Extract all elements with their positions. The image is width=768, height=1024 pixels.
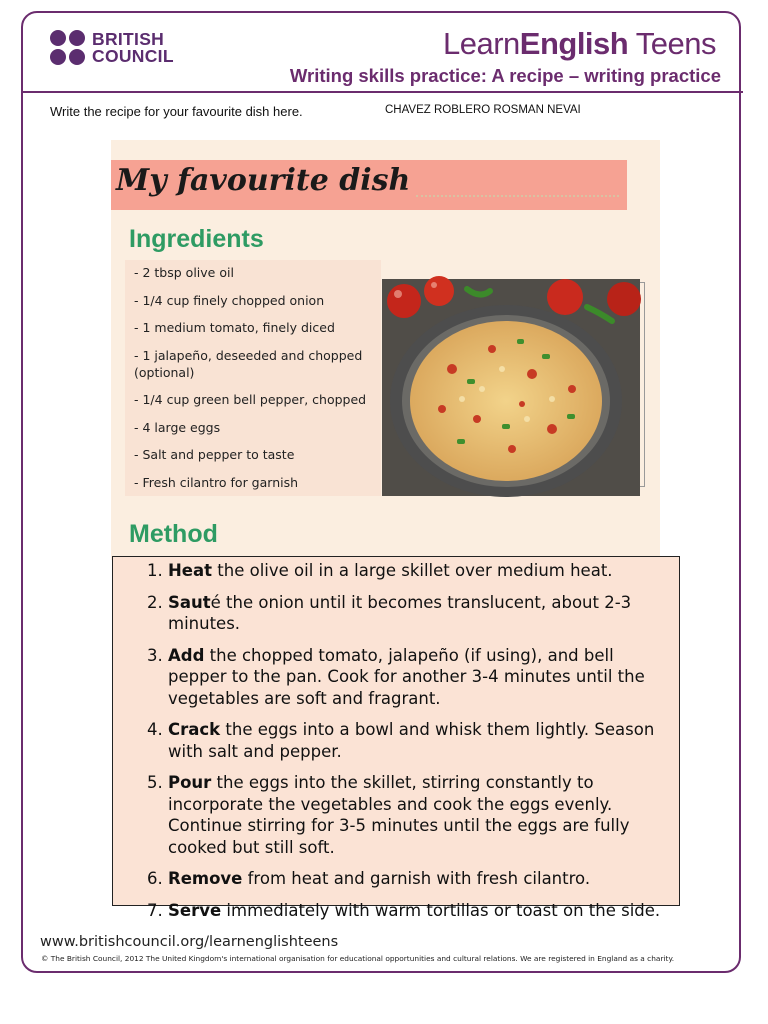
logo-dots-icon <box>50 30 85 65</box>
dish-title: My favourite dish <box>116 163 411 198</box>
photo-frame-edge <box>640 282 645 487</box>
step-verb: Remove <box>168 869 243 888</box>
method-step <box>168 645 679 710</box>
ingredients-list <box>134 264 374 501</box>
site-name-light: Learn <box>442 26 520 61</box>
step-verb: Crack <box>168 720 221 739</box>
ingredient-item: - 4 large eggs <box>134 419 221 435</box>
footer-copyright: © The British Council, 2012 The United Kingdom's international organisation for educational opportunities and cultural relations. We are registered in England as a charity. <box>41 954 675 963</box>
method-step <box>168 900 679 922</box>
method-step <box>168 868 679 890</box>
ingredient-item: - Salt and pepper to taste <box>134 447 295 462</box>
british-council-logo <box>50 30 174 65</box>
author-name: CHAVEZ ROBLERO ROSMAN NEVAI <box>385 104 581 116</box>
method-step <box>168 560 679 582</box>
step-text: the eggs into the skillet, stirring constantly to incorporate the vegetables and cook the eggs evenly. Continue stirring for 3-5 minutes until the eggs are fully cooked but still soft. <box>168 773 630 857</box>
ingredient-item: - Fresh cilantro for garnish <box>134 474 299 490</box>
step-text: the chopped tomato, jalapeño (if using), and bell pepper to the pan. Cook for another 3-4 minutes until the vegetables are soft and fragrant. <box>168 645 645 708</box>
method-step <box>168 719 679 762</box>
step-verb: Serve <box>168 900 222 920</box>
title-dotted-line <box>416 195 619 197</box>
step-text: the olive oil in a large skillet over medium heat. <box>212 561 613 580</box>
method-step <box>168 772 679 858</box>
method-heading: Method <box>129 520 218 548</box>
step-verb: Pour <box>168 773 212 792</box>
footer-url[interactable]: www.britishcouncil.org/learnenglishteens <box>40 934 339 950</box>
ingredient-item: - 1 jalapeño, deseeded and chopped (optional) <box>134 347 363 380</box>
ingredient-item: - 2 tbsp olive oil <box>134 265 234 280</box>
step-verb: Heat <box>168 561 213 580</box>
method-steps <box>113 560 679 921</box>
ingredients-heading: Ingredients <box>129 225 264 253</box>
step-text: immediately with warm tortillas or toast on the side. <box>221 900 661 920</box>
brand-line-1: BRITISH <box>92 28 165 49</box>
dish-photo <box>382 279 640 496</box>
step-text: é the onion until it becomes translucent, about 2-3 minutes. <box>168 592 632 633</box>
step-verb: Saut <box>168 592 211 612</box>
step-text: the eggs into a bowl and whisk them lightly. Season with salt and pepper. <box>168 720 655 761</box>
method-textbox[interactable] <box>112 556 680 920</box>
ingredient-item: - 1/4 cup finely chopped onion <box>134 292 325 308</box>
step-text: from heat and garnish with fresh cilantro. <box>242 869 591 888</box>
site-name-tail: Teens <box>628 26 716 61</box>
instruction-text: Write the recipe for your favourite dish here. <box>50 104 303 119</box>
ingredient-item: - 1 medium tomato, finely diced <box>134 320 335 335</box>
ingredient-item: - 1/4 cup green bell pepper, chopped <box>134 392 367 407</box>
header-divider <box>22 91 743 93</box>
method-step <box>168 592 679 635</box>
step-verb: Add <box>168 645 205 665</box>
brand-line-2: COUNCIL <box>92 45 174 66</box>
learnenglish-teens-logo <box>443 26 716 62</box>
page-subtitle: Writing skills practice: A recipe – writing practice <box>289 65 721 86</box>
site-name-bold: English <box>519 26 629 61</box>
